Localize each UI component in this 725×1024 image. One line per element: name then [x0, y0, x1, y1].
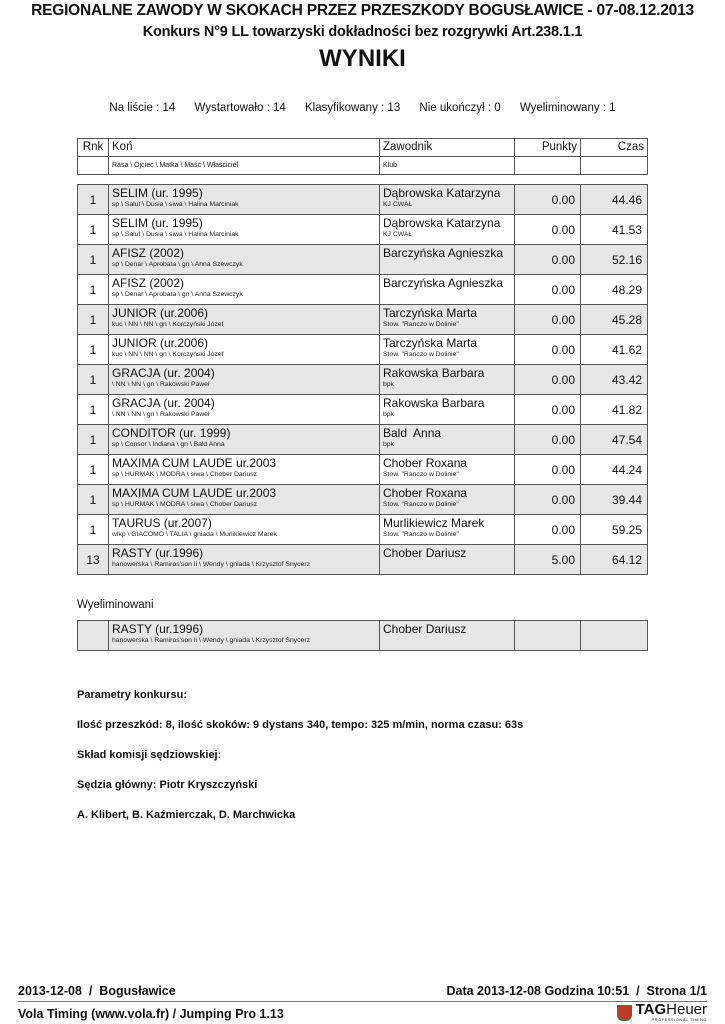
rider-cell [380, 245, 515, 275]
points-cell: 0.00 [515, 335, 581, 365]
footer-timestamp-page: Data 2013-12-08 Godzina 10:51 / Strona 1/1 [446, 984, 707, 998]
horse-details: sp \ HURMAK \ MODRA \ siwa \ Chober Dariusz [112, 501, 258, 508]
horse-name: TAURUS (ur.2007) [112, 516, 212, 530]
horse-name: CONDITOR (ur. 1999) [112, 426, 231, 440]
horse-cell [109, 455, 380, 485]
rider-club: Stow. "Ranczo w Dolinie" [383, 531, 459, 538]
time-cell: 41.82 [581, 395, 648, 425]
column-header-table [77, 138, 648, 175]
horse-details: \ NN \ NN \ gn \ Rakowski Paweł [112, 411, 210, 418]
rider-name: Dąbrowska Katarzyna [383, 186, 501, 200]
points-cell: 0.00 [515, 515, 581, 545]
horse-cell [109, 335, 380, 365]
time-cell: 59.25 [581, 515, 648, 545]
rider-cell [380, 425, 515, 455]
points-cell: 0.00 [515, 275, 581, 305]
table-row [78, 621, 648, 651]
horse-details: kuc \ NN \ NN \ gn \ Korczyński Józef [112, 321, 224, 328]
rank-cell: 1 [78, 215, 109, 245]
rider-name: Chober Roxana [383, 456, 468, 470]
horse-name: MAXIMA CUM LAUDE ur.2003 [112, 456, 277, 470]
stat-started: Wystartowało : 14 [194, 102, 286, 114]
horse-details: sp \ Salut \ Dusia \ siwa \ Halina Marciniak [112, 231, 239, 238]
stats-bar [0, 102, 725, 114]
rider-club: Stow. "Ranczo w Dolinie" [383, 471, 459, 478]
rider-name: Rakowska Barbara [383, 396, 485, 410]
rider-name: Chober Dariusz [383, 546, 467, 560]
rank-cell: 1 [78, 365, 109, 395]
horse-details: wlkp \ GIACOMO \ TALIA \ gniada \ Murlikiewicz Marek [112, 531, 277, 538]
table-row [78, 275, 648, 305]
horse-details: sp \ Denar \ Aprobata \ gn \ Anna Szewczyk [112, 261, 243, 268]
rank-cell: 1 [78, 275, 109, 305]
rank-cell: 1 [78, 185, 109, 215]
rider-club: Stow. "Ranczo w Dolinie" [383, 501, 459, 508]
rider-cell [380, 185, 515, 215]
rider-name: Rakowska Barbara [383, 366, 485, 380]
header-horse: Koń [109, 139, 380, 157]
table-row [78, 245, 648, 275]
header-rider: Zawodnik [380, 139, 515, 157]
tagheuer-shield-icon [617, 1005, 632, 1021]
rider-cell [380, 275, 515, 305]
rider-club: bpk [383, 411, 394, 418]
horse-cell [109, 185, 380, 215]
horse-name: JUNIOR (ur.2006) [112, 306, 209, 320]
rider-cell [380, 305, 515, 335]
rider-club: KJ CWAŁ [383, 201, 413, 208]
header-rank: Rnk [78, 139, 109, 157]
parameters-heading: Parametry konkursu: [77, 689, 188, 701]
rider-name: Chober Dariusz [383, 622, 467, 636]
horse-cell [109, 215, 380, 245]
rider-name: Barczyńska Agnieszka [383, 246, 504, 260]
stat-on-list: Na liście : 14 [109, 102, 176, 114]
horse-name: RASTY (ur.1996) [112, 546, 204, 560]
time-cell: 43.42 [581, 365, 648, 395]
rider-cell [380, 515, 515, 545]
horse-details: sp \ Salut \ Dusia \ siwa \ Halina Marciniak [112, 201, 239, 208]
eliminated-table [77, 620, 648, 651]
table-row [78, 335, 648, 365]
time-cell: 41.53 [581, 215, 648, 245]
points-cell: 0.00 [515, 485, 581, 515]
table-row [78, 395, 648, 425]
horse-name: SELIM (ur. 1995) [112, 186, 203, 200]
horse-cell [109, 425, 380, 455]
table-row [78, 215, 648, 245]
footer-software: Vola Timing (www.vola.fr) / Jumping Pro 1.13 [18, 1007, 284, 1021]
horse-cell [109, 485, 380, 515]
page-title: WYNIKI [319, 45, 406, 72]
rider-club: Stow. "Ranczo w Dolinie" [383, 321, 459, 328]
horse-cell [109, 365, 380, 395]
horse-details: hanowerska \ Ramiros'son Ii \ Wendy \ gniada \ Krzysztof Snycerz [112, 561, 310, 568]
rider-club: bpk [383, 381, 394, 388]
footer-top [18, 984, 707, 998]
horse-cell [109, 515, 380, 545]
footer-divider [18, 1001, 707, 1002]
table-row [78, 455, 648, 485]
parameters-details: Ilość przeszkód: 8, ilość skoków: 9 dystans 340, tempo: 325 m/min, norma czasu: 63s [77, 719, 524, 731]
time-cell: 45.28 [581, 305, 648, 335]
rider-name: Bald Anna [383, 426, 442, 440]
table-row [78, 425, 648, 455]
tagheuer-logo: TAGHeuer PROFESSIONAL TIMING [617, 1003, 707, 1022]
rider-name: Barczyńska Agnieszka [383, 276, 504, 290]
rank-cell: 1 [78, 455, 109, 485]
eliminated-label: Wyeliminowani [77, 599, 154, 611]
rank-cell: 1 [78, 245, 109, 275]
stat-classified: Klasyfikowany : 13 [304, 102, 401, 114]
points-cell [515, 621, 581, 651]
time-cell: 52.16 [581, 245, 648, 275]
rider-cell [380, 545, 515, 575]
chief-judge: Sędzia główny: Piotr Kryszczyński [77, 779, 258, 791]
horse-name: AFISZ (2002) [112, 246, 185, 260]
horse-cell [109, 245, 380, 275]
points-cell: 0.00 [515, 395, 581, 425]
rank-cell [78, 621, 109, 651]
time-cell: 64.12 [581, 545, 648, 575]
header-row [78, 139, 648, 157]
rank-cell: 1 [78, 335, 109, 365]
time-cell: 41.62 [581, 335, 648, 365]
jury-heading: Skład komisji sędziowskiej: [77, 749, 222, 761]
rider-cell [380, 215, 515, 245]
rider-name: Tarczyńska Marta [383, 336, 478, 350]
horse-name: JUNIOR (ur.2006) [112, 336, 209, 350]
horse-cell [109, 305, 380, 335]
horse-details: sp \ Consor \ Indiana \ gn \ Bald Anna [112, 441, 225, 448]
rider-club: KJ CWAŁ [383, 231, 413, 238]
table-row [78, 305, 648, 335]
rider-cell [380, 455, 515, 485]
rider-club: bpk [383, 441, 394, 448]
rank-cell: 13 [78, 545, 109, 575]
rank-cell: 1 [78, 515, 109, 545]
horse-cell [109, 621, 380, 651]
horse-cell [109, 275, 380, 305]
stat-not-finished: Nie ukończył : 0 [419, 102, 501, 114]
header-time: Czas [581, 139, 648, 157]
horse-cell [109, 545, 380, 575]
time-cell: 44.46 [581, 185, 648, 215]
rider-cell [380, 365, 515, 395]
rank-cell: 1 [78, 485, 109, 515]
horse-details: kuc \ NN \ NN \ gn \ Korczyński Józef [112, 351, 224, 358]
points-cell: 0.00 [515, 365, 581, 395]
rank-cell: 1 [78, 425, 109, 455]
points-cell: 0.00 [515, 305, 581, 335]
header-club: Klub [380, 157, 515, 175]
rider-cell [380, 621, 515, 651]
table-row [78, 185, 648, 215]
horse-details: sp \ Denar \ Aprobata \ gn \ Anna Szewczyk [112, 291, 243, 298]
horse-name: GRACJA (ur. 2004) [112, 366, 215, 380]
points-cell: 0.00 [515, 455, 581, 485]
rider-cell [380, 485, 515, 515]
time-cell: 44.24 [581, 455, 648, 485]
table-row [78, 485, 648, 515]
competition-title: Konkurs N°9 LL towarzyski dokładności bez rozgrywki Art.238.1.1 [142, 24, 583, 40]
rider-cell [380, 335, 515, 365]
horse-details: \ NN \ NN \ gn \ Rakowski Paweł [112, 381, 210, 388]
time-cell: 48.29 [581, 275, 648, 305]
time-cell [581, 621, 648, 651]
footer-date-place: 2013-12-08 / Bogusławice [18, 984, 176, 998]
stat-eliminated: Wyeliminowany : 1 [519, 102, 616, 114]
table-row [78, 545, 648, 575]
jury-members: A. Klibert, B. Kaźmierczak, D. Marchwicka [77, 809, 296, 821]
table-row [78, 365, 648, 395]
time-cell: 47.54 [581, 425, 648, 455]
horse-name: AFISZ (2002) [112, 276, 185, 290]
rider-name: Tarczyńska Marta [383, 306, 478, 320]
rider-name: Chober Roxana [383, 486, 468, 500]
rank-cell: 1 [78, 305, 109, 335]
header-points: Punkty [515, 139, 581, 157]
horse-name: SELIM (ur. 1995) [112, 216, 203, 230]
horse-details: hanowerska \ Ramiros'son Ii \ Wendy \ gniada \ Krzysztof Snycerz [112, 637, 310, 644]
horse-details: sp \ HURMAK \ MODRA \ siwa \ Chober Dariusz [112, 471, 258, 478]
subheader-row [78, 157, 648, 175]
points-cell: 0.00 [515, 245, 581, 275]
points-cell: 0.00 [515, 215, 581, 245]
rider-cell [380, 395, 515, 425]
horse-name: MAXIMA CUM LAUDE ur.2003 [112, 486, 277, 500]
horse-name: GRACJA (ur. 2004) [112, 396, 215, 410]
results-table [77, 184, 648, 575]
horse-name: RASTY (ur.1996) [112, 622, 204, 636]
rider-club: Stow. "Ranczo w Dolinie" [383, 351, 459, 358]
horse-cell [109, 395, 380, 425]
rider-name: Murlikiewicz Marek [383, 516, 485, 530]
time-cell: 39.44 [581, 485, 648, 515]
points-cell: 0.00 [515, 185, 581, 215]
points-cell: 0.00 [515, 425, 581, 455]
header-horse-details: Rasa \ Ojciec \ Matka \ Maść \ Właściciel [109, 157, 380, 175]
rider-name: Dąbrowska Katarzyna [383, 216, 501, 230]
event-title: REGIONALNE ZAWODY W SKOKACH PRZEZ PRZESZKODY BOGUSŁAWICE - 07-08.12.2013 [31, 2, 694, 19]
rank-cell: 1 [78, 395, 109, 425]
points-cell: 5.00 [515, 545, 581, 575]
table-row [78, 515, 648, 545]
